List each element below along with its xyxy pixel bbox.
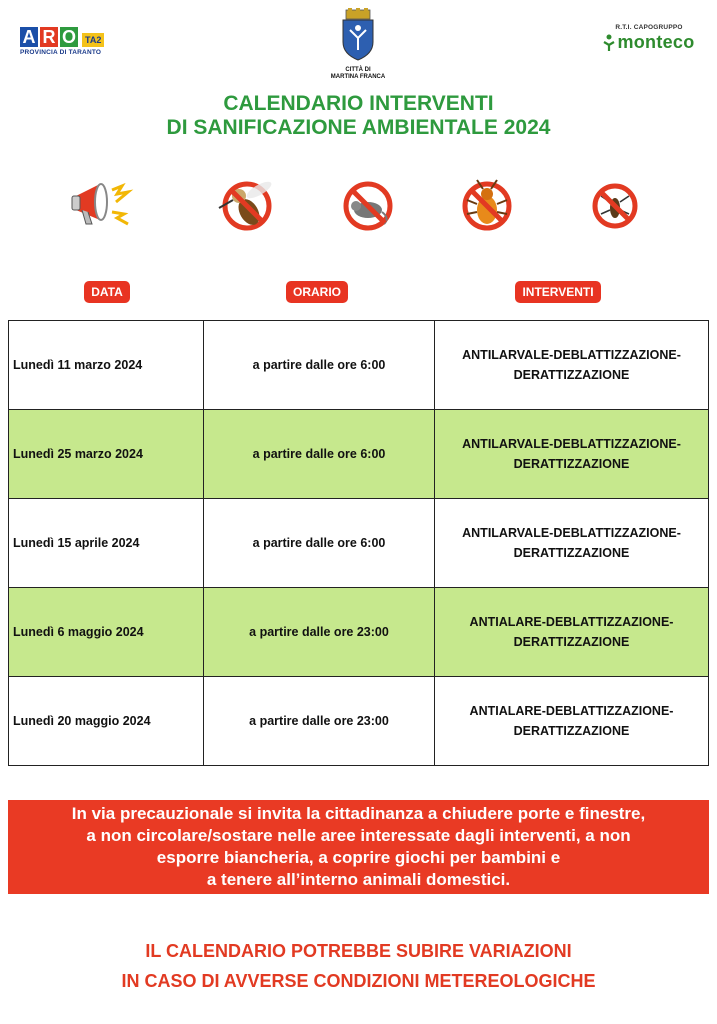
- aro-subtitle: PROVINCIA DI TARANTO: [20, 49, 102, 56]
- row-interventions: [435, 321, 709, 410]
- column-header-time: ORARIO: [286, 281, 348, 303]
- notice-line2: a non circolare/sostare nelle aree interessate dagli interventi, a non: [86, 826, 631, 845]
- row-time: a partire dalle ore 23:00: [204, 588, 435, 677]
- column-header-date: DATA: [84, 281, 130, 303]
- notice-line3: esporre biancheria, a coprire giochi per bambini e: [156, 848, 561, 867]
- interventions-line1: ANTILARVALE-DEBLATTIZZAZIONE-: [462, 526, 681, 540]
- row-interventions: [435, 588, 709, 677]
- aro-badge: TA2: [82, 33, 104, 47]
- interventions-line1: ANTIALARE-DEBLATTIZZAZIONE-: [469, 615, 674, 629]
- row-date: Lunedì 25 marzo 2024: [9, 410, 204, 499]
- title-line1: CALENDARIO INTERVENTI: [223, 92, 494, 115]
- aro-letter-o: O: [61, 27, 76, 47]
- city-line2: MARTINA FRANCA: [330, 74, 386, 80]
- notice-line1: In via precauzionale si invita la cittadinanza a chiudere porte e finestre,: [71, 804, 646, 823]
- interventions-line1: ANTIALARE-DEBLATTIZZAZIONE-: [469, 704, 674, 718]
- row-time: a partire dalle ore 23:00: [204, 677, 435, 766]
- interventions-line2: DERATTIZZAZIONE: [513, 368, 630, 382]
- title-line2: DI SANIFICAZIONE AMBIENTALE 2024: [166, 116, 551, 139]
- monteco-logo: [590, 24, 708, 56]
- city-line1: CITTÀ DI: [345, 67, 371, 73]
- megaphone-icon: [70, 172, 134, 236]
- city-logo: [318, 8, 398, 88]
- warning-line2: IN CASO DI AVVERSE CONDIZIONI METEREOLOGICHE: [121, 971, 596, 991]
- row-time: a partire dalle ore 6:00: [204, 499, 435, 588]
- interventions-line1: ANTILARVALE-DEBLATTIZZAZIONE-: [462, 437, 681, 451]
- monteco-tagline: R.T.I. CAPOGRUPPO: [615, 24, 683, 31]
- no-cockroach-icon: [455, 172, 519, 236]
- column-header-interventions: INTERVENTI: [515, 281, 601, 303]
- no-rat-icon: [336, 172, 400, 236]
- row-interventions: [435, 410, 709, 499]
- table-row: [9, 677, 709, 766]
- row-date: Lunedì 6 maggio 2024: [9, 588, 204, 677]
- table-row: [9, 588, 709, 677]
- precaution-notice: [8, 800, 709, 894]
- page-title: [0, 92, 717, 140]
- row-date: Lunedì 11 marzo 2024: [9, 321, 204, 410]
- monteco-name: monteco: [617, 32, 695, 52]
- row-interventions: [435, 677, 709, 766]
- schedule-table: [8, 320, 709, 766]
- aro-logo: [20, 27, 120, 59]
- interventions-line2: DERATTIZZAZIONE: [513, 635, 630, 649]
- table-row: [9, 499, 709, 588]
- interventions-line2: DERATTIZZAZIONE: [513, 546, 630, 560]
- table-row: [9, 410, 709, 499]
- interventions-line1: ANTILARVALE-DEBLATTIZZAZIONE-: [462, 348, 681, 362]
- row-time: a partire dalle ore 6:00: [204, 410, 435, 499]
- aro-letter-r: R: [40, 27, 58, 47]
- no-mosquito-icon: [215, 172, 279, 236]
- notice-line4: a tenere all’interno animali domestici.: [206, 870, 511, 889]
- interventions-line2: DERATTIZZAZIONE: [513, 457, 630, 471]
- aro-letter-a: A: [20, 27, 38, 47]
- row-date: Lunedì 20 maggio 2024: [9, 677, 204, 766]
- weather-warning: [0, 936, 717, 996]
- city-crest-icon: [338, 8, 378, 62]
- interventions-line2: DERATTIZZAZIONE: [513, 724, 630, 738]
- row-time: a partire dalle ore 6:00: [204, 321, 435, 410]
- warning-line1: IL CALENDARIO POTREBBE SUBIRE VARIAZIONI: [145, 941, 572, 961]
- no-insect-icon: [583, 172, 647, 236]
- row-interventions: [435, 499, 709, 588]
- monteco-figure-icon: [603, 34, 615, 52]
- table-row: [9, 321, 709, 410]
- row-date: Lunedì 15 aprile 2024: [9, 499, 204, 588]
